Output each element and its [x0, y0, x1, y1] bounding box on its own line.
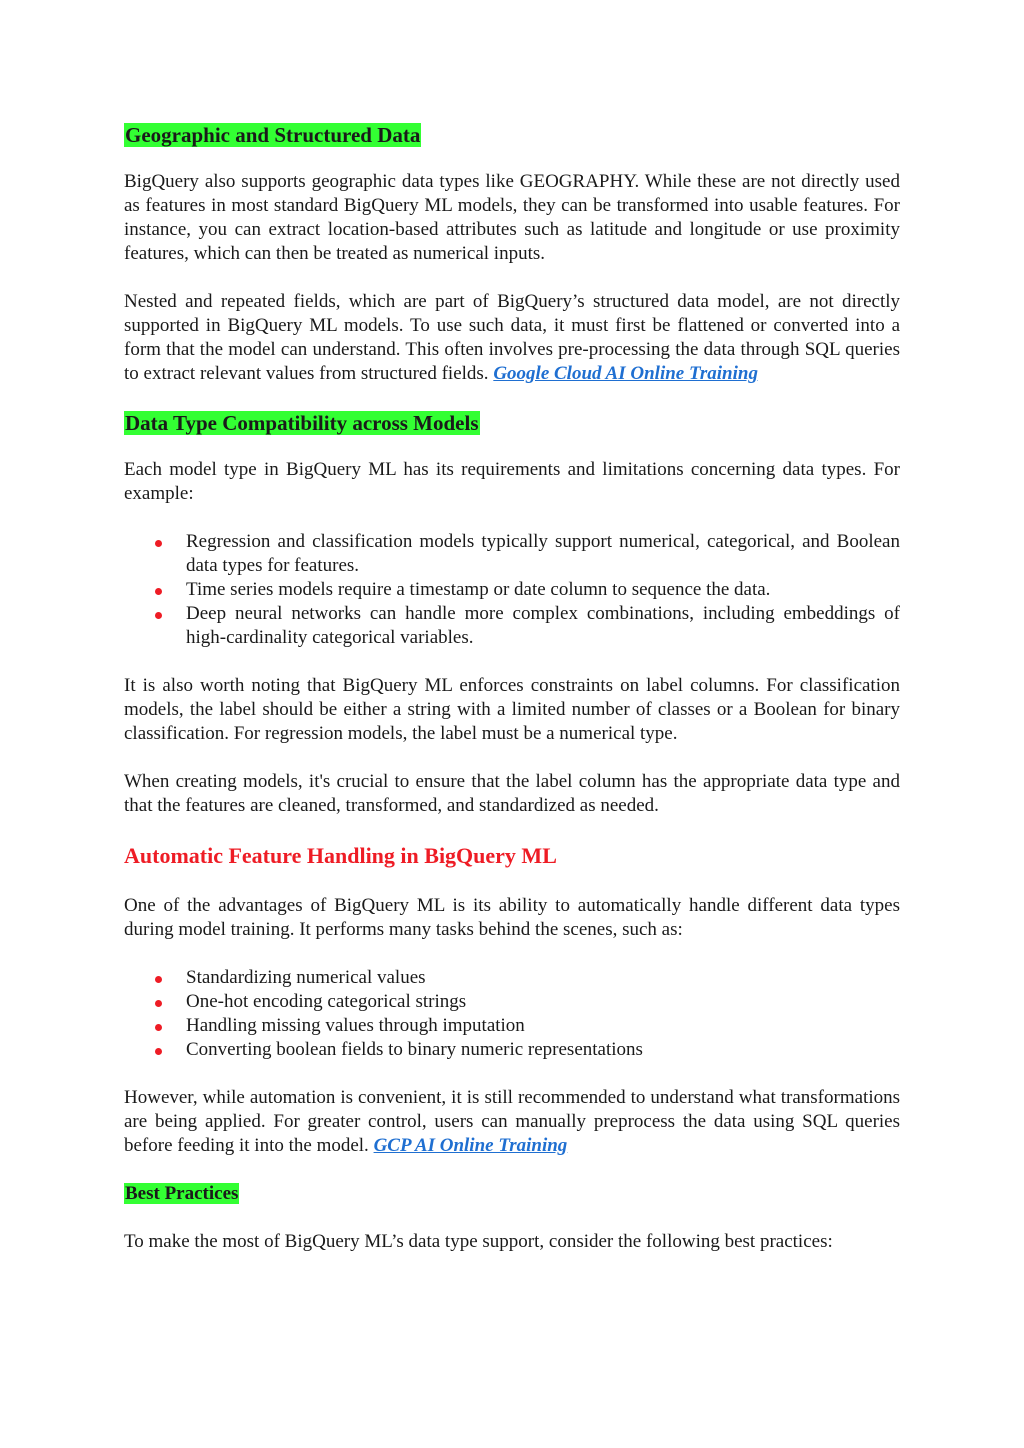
auto-paragraph-2: However, while automation is convenient, it is still recommended to understand what transformations are being applied. For greater control, users can manually preprocess the data using SQL queries before feeding it into the model. GCP AI Online Training: [124, 1087, 900, 1156]
auto-list: [124, 966, 900, 1062]
list-item: Time series models require a timestamp or date column to sequence the data.: [124, 578, 900, 602]
geo-paragraph-2: Nested and repeated fields, which are part of BigQuery’s structured data model, are not directly supported in BigQuery ML models. To use such data, it must first be flattened or converted into a form that the model can understand. This often involves pre-processing the data through SQL queries to extract relevant values from structured fields. Google Cloud AI Online Training: [124, 291, 900, 384]
automatic-feature-heading: Automatic Feature Handling in BigQuery ML: [124, 843, 557, 868]
bullet-icon: [155, 1048, 162, 1055]
bullet-icon: [155, 588, 162, 595]
list-item: Handling missing values through imputation: [124, 1014, 900, 1038]
compat-list: [124, 530, 900, 650]
geo-paragraph-1: BigQuery also supports geographic data types like GEOGRAPHY. While these are not directly used as features in most standard BigQuery ML models, they can be transformed into usable features. For instance, you can extract location-based attributes such as latitude and longitude or use proximity features, which can then be treated as numerical inputs.: [124, 171, 900, 264]
bullet-icon: [155, 1000, 162, 1007]
google-cloud-ai-training-link[interactable]: Google Cloud AI Online Training: [493, 363, 758, 384]
bullet-icon: [155, 540, 162, 547]
list-item: Converting boolean fields to binary numeric representations: [124, 1038, 900, 1062]
list-item: One-hot encoding categorical strings: [124, 990, 900, 1014]
bullet-icon: [155, 1024, 162, 1031]
list-item: Regression and classification models typically support numerical, categorical, and Boolean data types for features.: [124, 530, 900, 578]
geographic-structured-heading: Geographic and Structured Data: [125, 123, 421, 147]
best-practices-paragraph: To make the most of BigQuery ML’s data type support, consider the following best practices:: [124, 1231, 833, 1252]
best-practices-heading: Best Practices: [125, 1183, 239, 1204]
auto-paragraph-1: One of the advantages of BigQuery ML is its ability to automatically handle different data types during model training. It performs many tasks behind the scenes, such as:: [124, 895, 900, 940]
bullet-icon: [155, 612, 162, 619]
bullet-icon: [155, 976, 162, 983]
compat-paragraph-3: When creating models, it's crucial to ensure that the label column has the appropriate data type and that the features are cleaned, transformed, and standardized as needed.: [124, 771, 900, 816]
list-item: Standardizing numerical values: [124, 966, 900, 990]
compatibility-heading: Data Type Compatibility across Models: [125, 411, 479, 435]
compat-paragraph-1: Each model type in BigQuery ML has its requirements and limitations concerning data types. For example:: [124, 459, 900, 504]
document-page: [124, 122, 900, 1254]
list-item: Deep neural networks can handle more complex combinations, including embeddings of high-cardinality categorical variables.: [124, 602, 900, 650]
gcp-ai-training-link[interactable]: GCP AI Online Training: [373, 1135, 568, 1156]
compat-paragraph-2: It is also worth noting that BigQuery ML enforces constraints on label columns. For classification models, the label should be either a string with a limited number of classes or a Boolean for binary classification. For regression models, the label must be a numerical type.: [124, 675, 900, 744]
